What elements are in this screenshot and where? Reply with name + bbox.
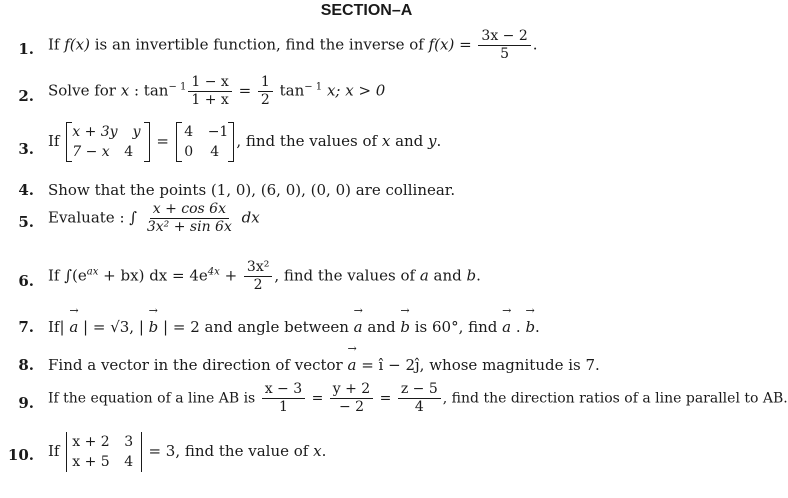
q6-mid: + bx) dx = 4e: [98, 266, 208, 285]
det-cell: 3: [124, 434, 134, 450]
q6-a: a: [419, 266, 429, 285]
q10-determinant: [66, 432, 141, 472]
q10-pre: If: [48, 442, 65, 460]
q7-vec-b3: → b: [525, 318, 535, 336]
q7-dot: .: [511, 318, 526, 336]
matrix-cell: 4: [184, 124, 194, 140]
q1-fx2: f(x): [428, 35, 455, 54]
q6-pre: If ∫(e: [48, 266, 87, 285]
q7-vec-b: → b: [149, 318, 159, 336]
q3-post: , find the values of: [236, 132, 382, 150]
q6-b: b: [466, 266, 477, 285]
q5-fraction: [144, 201, 235, 236]
q9-fraction-3: [398, 381, 441, 416]
q3-matrix-right: [176, 122, 235, 162]
q2-pre: Solve for: [48, 81, 121, 100]
q5-frac-den: 3x² + sin 6x: [146, 219, 232, 235]
question-number-8: 8.: [18, 356, 34, 374]
q10-x: x: [313, 442, 322, 460]
q6-sup: ax: [86, 266, 99, 278]
q9-f1-num: x − 3: [262, 381, 305, 399]
q9-f3-den: 4: [414, 399, 424, 415]
q1-fx: f(x): [64, 35, 90, 54]
q9-fraction-1: [262, 381, 305, 416]
matrix-cell: 0: [184, 144, 194, 160]
q2-fraction: [188, 74, 231, 109]
q2-sup2: − 1: [304, 81, 323, 93]
question-4: Show that the points (1, 0), (6, 0), (0, 0) are collinear.: [48, 181, 456, 199]
q8-pre: Find a vector in the direction of vector: [48, 356, 348, 374]
q3-eq: =: [151, 132, 174, 150]
q1-eq: =: [454, 35, 477, 54]
det-cell: x + 5: [72, 454, 110, 470]
question-number-10: 10.: [7, 446, 34, 464]
q6-sup2: 4x: [207, 266, 220, 278]
q10-end: .: [321, 442, 327, 460]
q1-pre: If: [48, 35, 65, 54]
q5-pre: Evaluate : ∫: [48, 208, 142, 227]
q8-post: = î − 2ĵ, whose magnitude is 7.: [356, 356, 600, 374]
q2-frac-den: 1 + x: [191, 92, 229, 108]
q8-vec-a: → a: [348, 356, 357, 374]
question-number-1: 1.: [18, 40, 34, 58]
det-cell: x + 2: [72, 434, 110, 450]
q1-frac-den: 5: [500, 46, 510, 62]
question-10: [48, 432, 326, 472]
matrix-cell: 4: [210, 144, 220, 160]
q3-pre: If: [48, 132, 65, 150]
q3-and: and: [390, 132, 429, 150]
matrix-cell: x + 3y: [72, 124, 118, 140]
q6-end: .: [476, 266, 481, 285]
question-number-2: 2.: [18, 87, 34, 105]
det-cell: 4: [124, 454, 134, 470]
q7-m3: is 60°, find: [409, 318, 503, 336]
question-8: [48, 356, 600, 374]
question-number-3: 3.: [18, 140, 34, 158]
matrix-cell: y: [132, 124, 141, 140]
q10-post: = 3, find the value of: [143, 442, 314, 460]
question-number-9: 9.: [18, 394, 34, 412]
q2-x: x: [120, 81, 130, 100]
matrix-cell: −1: [207, 124, 229, 140]
question-number-6: 6.: [18, 272, 34, 290]
q2-eq: =: [233, 81, 256, 100]
question-number-5: 5.: [18, 213, 34, 231]
q6-post: , find the values of: [274, 266, 420, 285]
q9-f2-den: − 2: [338, 399, 365, 415]
q6-frac-den: 2: [253, 277, 263, 293]
q2-frac2-den: 2: [260, 92, 270, 108]
question-2: [48, 74, 385, 109]
q1-mid: is an invertible function, find the inverse of: [89, 35, 429, 54]
q3-matrix-left: [66, 122, 149, 162]
q9-pre: If the equation of a line AB is: [48, 390, 260, 407]
q9-post: , find the direction ratios of a line parallel to AB.: [442, 390, 788, 407]
question-number-7: 7.: [18, 318, 34, 336]
q7-vec-b2: → b: [400, 318, 410, 336]
q2-tan2: tan: [274, 81, 305, 100]
q7-end: .: [535, 318, 540, 336]
question-9: [48, 381, 788, 416]
q2-post: x; x > 0: [322, 81, 386, 100]
question-number-4: 4.: [18, 181, 34, 199]
question-1: [48, 28, 538, 63]
q1-fraction: [478, 28, 530, 63]
q9-f3-num: z − 5: [398, 381, 441, 399]
q9-f2-num: y + 2: [330, 381, 373, 399]
q2-frac-num: 1 − x: [188, 74, 231, 92]
q7-vec-a: → a: [69, 318, 78, 336]
q2-sup: − 1: [168, 81, 187, 93]
q1-post: .: [532, 35, 538, 54]
q2-tan: : tan: [129, 81, 169, 100]
question-5: [48, 201, 260, 236]
question-7: [48, 318, 540, 336]
q7-vec-a3: → a: [502, 318, 511, 336]
q7-vec-a2: → a: [354, 318, 363, 336]
q6-and: and: [428, 266, 467, 285]
q6-fraction: [244, 259, 272, 294]
section-title: SECTION–A: [320, 2, 413, 19]
matrix-cell: 4: [124, 144, 134, 160]
q7-pre: If|: [48, 318, 70, 336]
q1-frac-num: 3x − 2: [478, 28, 530, 46]
q9-fraction-2: [330, 381, 373, 416]
q9-f1-den: 1: [278, 399, 288, 415]
matrix-cell: 7 − x: [72, 144, 110, 160]
q6-frac-num: 3x²: [244, 259, 272, 277]
q7-and: and: [362, 318, 401, 336]
q2-fraction-2: [258, 74, 273, 109]
q3-y: y: [428, 132, 437, 150]
q6-plus: +: [219, 266, 242, 285]
q5-post: dx: [236, 208, 260, 227]
question-6: [48, 259, 481, 294]
q9-eq2: =: [375, 390, 396, 407]
question-3: [48, 122, 441, 162]
q3-end: .: [436, 132, 442, 150]
q7-m2: | = 2 and angle between: [158, 318, 354, 336]
q2-frac2-num: 1: [258, 74, 273, 92]
q7-m1: | = √3, |: [78, 318, 149, 336]
q5-frac-num: x + cos 6x: [150, 201, 229, 219]
q9-eq1: =: [307, 390, 328, 407]
q3-x: x: [381, 132, 391, 150]
